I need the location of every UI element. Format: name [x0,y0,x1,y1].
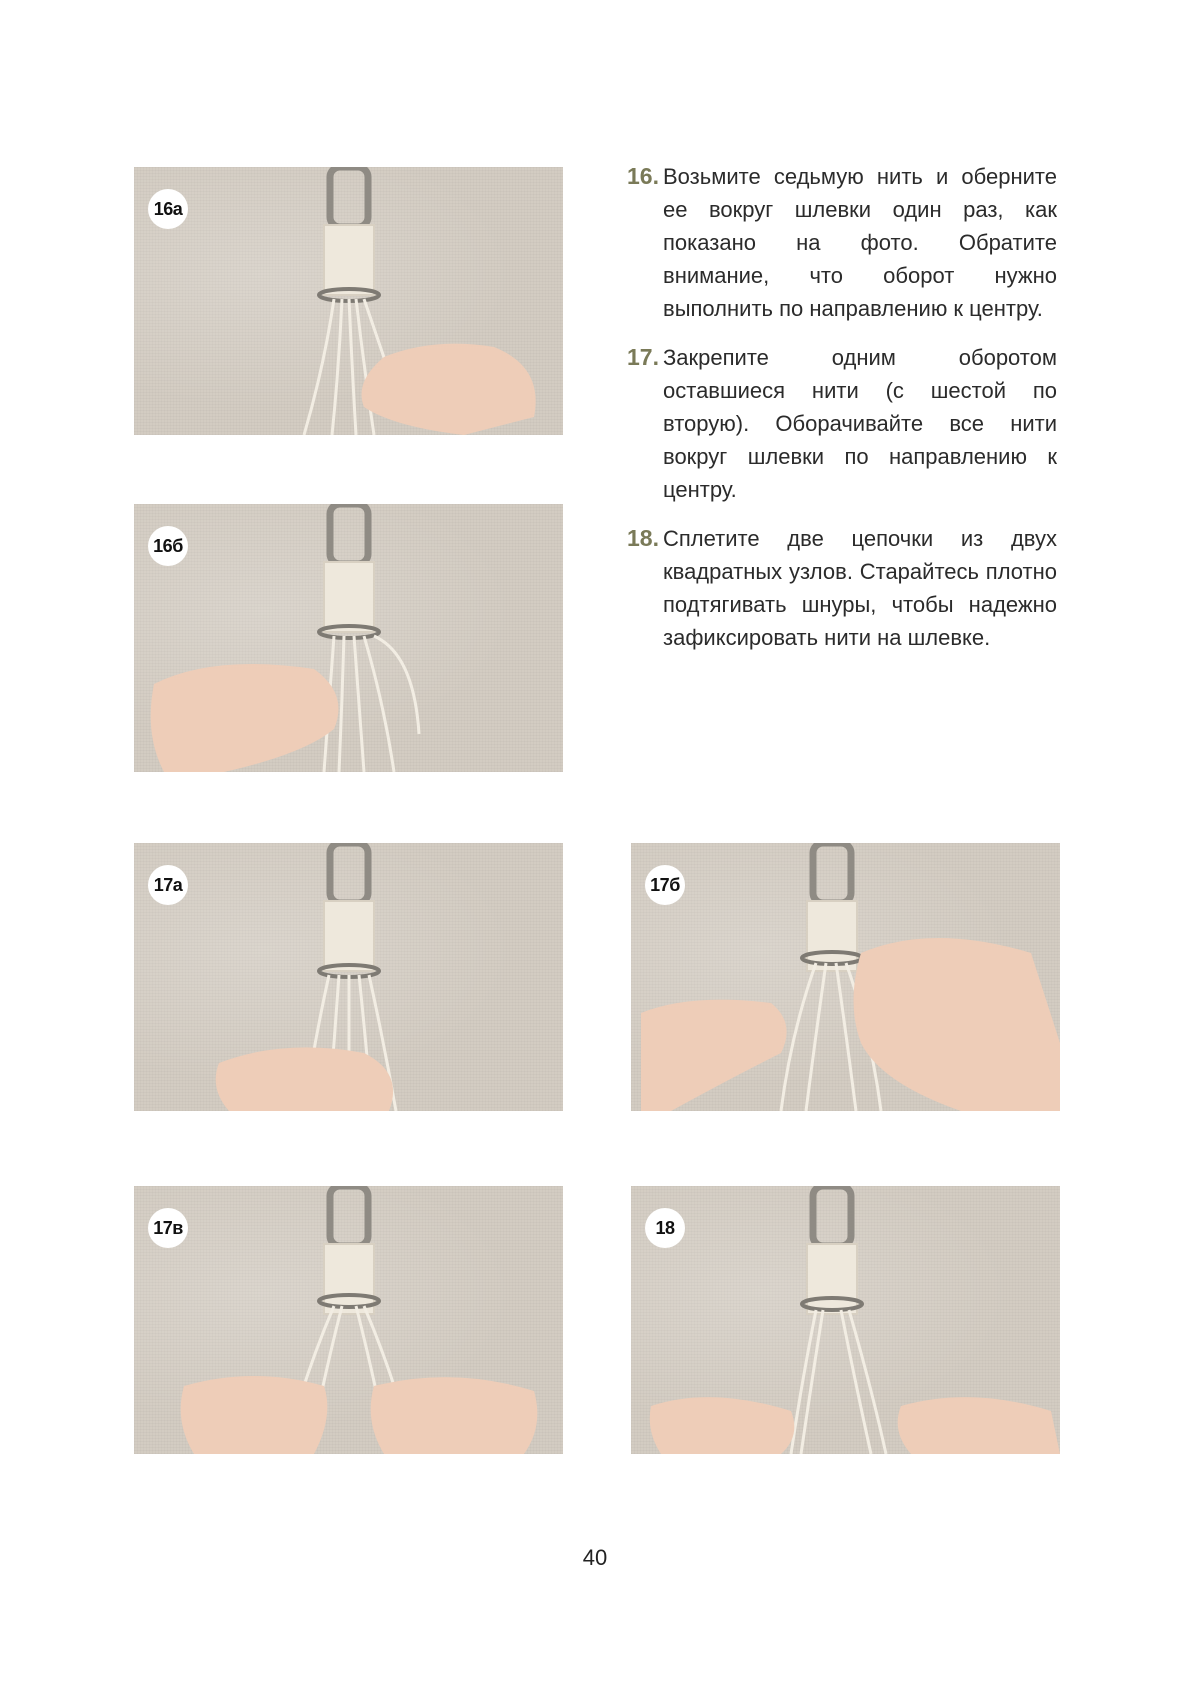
page-number: 40 [582,1545,608,1570]
macrame-scene-image [134,843,563,1111]
photo-label-badge: 17а [148,865,188,905]
photo-label-badge: 17б [645,865,685,905]
photo-label-badge: 16а [148,189,188,229]
step-18 [627,522,1057,654]
macrame-scene-image [134,167,563,435]
step-16 [627,160,1057,325]
photo-17b [631,843,1060,1111]
step-17 [627,341,1057,506]
macrame-scene-image [134,504,563,772]
photo-18 [631,1186,1060,1454]
photo-label-badge: 18 [645,1208,685,1248]
step-number: 17. [627,344,659,370]
step-text: Закрепите одним оборотом оставшиеся нити (с шестой по вторую). Оборачивайте все нити вокруг шлевки по направлению к центру. [663,345,1057,502]
photo-17v [134,1186,563,1454]
photo-17a [134,843,563,1111]
step-text: Сплетите две цепочки из двух квадратных узлов. Старайтесь плотно подтягивать шнуры, чтобы надежно зафиксировать нити на шлевке. [663,526,1057,650]
macrame-scene-image [134,1186,563,1454]
step-number: 18. [627,525,659,551]
instruction-steps [627,160,1057,670]
step-number: 16. [627,163,659,189]
photo-16b [134,504,563,772]
step-text: Возьмите седьмую нить и оберните ее вокруг шлевки один раз, как показано на фото. Обратите внимание, что оборот нужно выполнить по направлению к центру. [663,164,1057,321]
macrame-scene-image [631,1186,1060,1454]
photo-label-badge: 17в [148,1208,188,1248]
macrame-scene-image [631,843,1060,1111]
photo-16a [134,167,563,435]
photo-label-badge: 16б [148,526,188,566]
